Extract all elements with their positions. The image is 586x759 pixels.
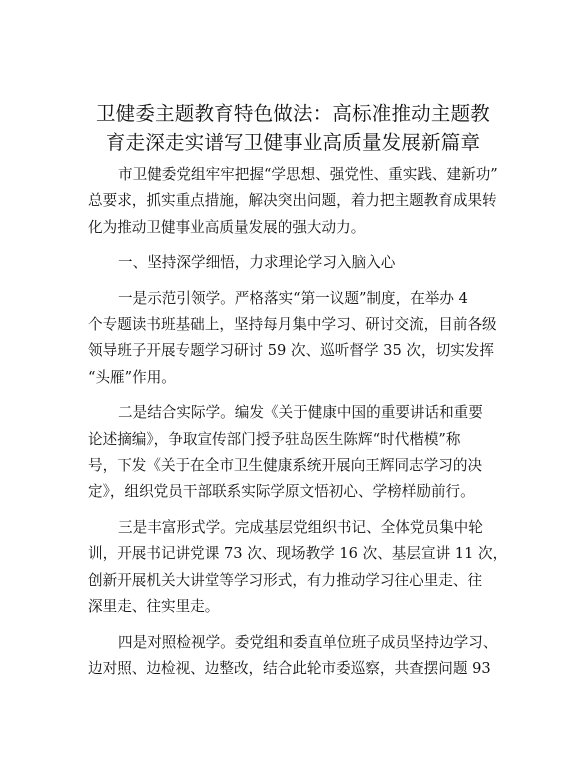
paragraph-line: 二是结合实际学。编发《关于健康中国的重要讲话和重要: [118, 404, 483, 422]
point-one-paragraph: [88, 286, 506, 392]
intro-paragraph: [88, 162, 506, 241]
point-four-paragraph: [88, 630, 506, 683]
point-three-paragraph: [88, 515, 506, 621]
paragraph-line: 总要求，抓实重点措施，解决突出问题，着力把主题教育成果转: [88, 192, 497, 210]
document-body: [88, 162, 506, 682]
paragraph-line: 市卫健委党组牢牢把握“学思想、强党性、重实践、建新功”: [118, 166, 498, 183]
paragraph-line: 边对照、边检视、边整改，结合此轮市委巡察，共查摆问题 93: [88, 659, 491, 677]
document-title: [60, 99, 526, 157]
paragraph-line: 领导班子开展专题学习研讨 59 次、巡听督学 35 次，切实发挥: [88, 342, 494, 360]
paragraph-line: 创新开展机关大讲堂等学习形式，有力推动学习往心里走、往: [88, 571, 483, 589]
paragraph-line: 化为推动卫健事业高质量发展的强大动力。: [88, 218, 366, 236]
paragraph-line: 论述摘编》，争取宣传部门授予驻岛医生陈辉“时代楷模”称: [88, 430, 461, 448]
section-heading-text: 一、坚持深学细悟，力求理论学习入脑入心: [118, 254, 396, 272]
paragraph-line: 四是对照检视学。委党组和委直单位班子成员坚持边学习、: [118, 633, 498, 651]
paragraph-line: 一是示范引领学。严格落实“第一议题”制度，在举办 4: [118, 289, 468, 307]
paragraph-line: 定》，组织党员干部联系实际学原文悟初心、学榜样励前行。: [88, 483, 475, 501]
paragraph-line: 深里走、往实里走。: [88, 598, 220, 616]
paragraph-line: 个专题读书班基础上，坚持每月集中学习、研讨交流，目前各级: [88, 316, 497, 334]
paragraph-line: 训，开展书记讲党课 73 次、现场教学 16 次、基层宣讲 11 次，: [88, 545, 508, 563]
point-two-paragraph: [88, 400, 506, 506]
paragraph-line: 三是丰富形式学。完成基层党组织书记、全体党员集中轮: [118, 518, 483, 536]
paragraph-line: “头雁”作用。: [88, 368, 176, 386]
paragraph-line: 号，下发《关于在全市卫生健康系统开展向王辉同志学习的决: [88, 457, 483, 475]
title-line-2: 育走深走实谱写卫健事业高质量发展新篇章: [105, 131, 481, 154]
section-heading: [88, 250, 506, 276]
title-line-1: 卫健委主题教育特色做法：高标准推动主题教: [95, 102, 490, 125]
